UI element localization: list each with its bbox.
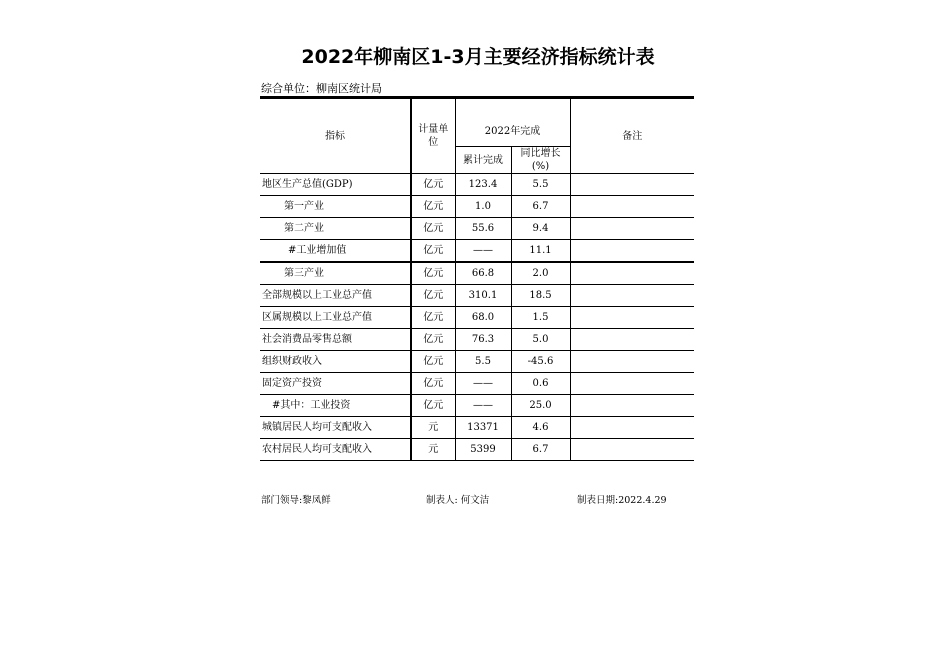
row-name: 全部规模以上工业总产值 <box>260 285 411 307</box>
row-cumulative: 5.5 <box>455 351 511 373</box>
header-yoy-unit: (%) <box>531 161 550 172</box>
table-row <box>260 307 694 329</box>
row-yoy: 9.4 <box>511 218 570 240</box>
table-row <box>260 240 694 263</box>
table-row <box>260 395 694 417</box>
row-remark <box>570 240 694 263</box>
table-row <box>260 439 694 461</box>
row-remark <box>570 285 694 307</box>
row-unit: 亿元 <box>411 262 455 285</box>
row-remark <box>570 174 694 196</box>
row-yoy: 5.0 <box>511 329 570 351</box>
row-unit: 亿元 <box>411 329 455 351</box>
row-unit: 亿元 <box>411 285 455 307</box>
row-cumulative: 76.3 <box>455 329 511 351</box>
row-cumulative: 5399 <box>455 439 511 461</box>
row-cumulative: 123.4 <box>455 174 511 196</box>
row-name: 社会消费品零售总额 <box>260 329 411 351</box>
header-row-1 <box>260 98 694 147</box>
row-cumulative: 310.1 <box>455 285 511 307</box>
table-row <box>260 417 694 439</box>
row-name: 第三产业 <box>260 262 411 285</box>
table-row <box>260 373 694 395</box>
row-cumulative: 13371 <box>455 417 511 439</box>
row-unit: 亿元 <box>411 196 455 218</box>
row-cumulative: —— <box>455 240 511 263</box>
row-yoy: 0.6 <box>511 373 570 395</box>
row-name: 城镇居民人均可支配收入 <box>260 417 411 439</box>
row-yoy: 5.5 <box>511 174 570 196</box>
footer-date: 制表日期:2022.4.29 <box>577 495 667 506</box>
row-remark <box>570 262 694 285</box>
row-name: 第一产业 <box>260 196 411 218</box>
row-unit: 亿元 <box>411 395 455 417</box>
header-remark: 备注 <box>570 98 694 174</box>
row-remark <box>570 351 694 373</box>
footer-maker: 制表人: 何文洁 <box>426 495 490 506</box>
table-row <box>260 351 694 373</box>
row-yoy: 2.0 <box>511 262 570 285</box>
row-name: 地区生产总值(GDP) <box>260 174 411 196</box>
row-cumulative: 1.0 <box>455 196 511 218</box>
table-row <box>260 218 694 240</box>
row-remark <box>570 373 694 395</box>
row-remark <box>570 329 694 351</box>
row-yoy: 6.7 <box>511 196 570 218</box>
row-remark <box>570 307 694 329</box>
reporting-unit: 综合单位：柳南区统计局 <box>261 82 382 95</box>
row-name: 固定资产投资 <box>260 373 411 395</box>
table-row <box>260 174 694 196</box>
row-name: 组织财政收入 <box>260 351 411 373</box>
table-row <box>260 196 694 218</box>
row-cumulative: —— <box>455 373 511 395</box>
footer-leader: 部门领导:黎凤鲜 <box>261 495 331 506</box>
header-completion-2022: 2022年完成 <box>455 98 570 147</box>
row-remark <box>570 417 694 439</box>
header-yoy <box>511 147 570 174</box>
page-title: 2022年柳南区1-3月主要经济指标统计表 <box>301 46 655 68</box>
row-name: 区属规模以上工业总产值 <box>260 307 411 329</box>
row-unit: 亿元 <box>411 351 455 373</box>
row-yoy: 4.6 <box>511 417 570 439</box>
row-yoy: 25.0 <box>511 395 570 417</box>
statistics-table <box>260 96 694 461</box>
row-yoy: 1.5 <box>511 307 570 329</box>
row-yoy: 11.1 <box>511 240 570 263</box>
table-row <box>260 329 694 351</box>
row-remark <box>570 439 694 461</box>
row-remark <box>570 395 694 417</box>
row-name: 农村居民人均可支配收入 <box>260 439 411 461</box>
row-yoy: 6.7 <box>511 439 570 461</box>
row-cumulative: 68.0 <box>455 307 511 329</box>
row-unit: 亿元 <box>411 373 455 395</box>
table-row <box>260 262 694 285</box>
table-row <box>260 285 694 307</box>
row-cumulative: 55.6 <box>455 218 511 240</box>
row-unit: 元 <box>411 439 455 461</box>
row-unit: 亿元 <box>411 218 455 240</box>
row-yoy: 18.5 <box>511 285 570 307</box>
row-name: #其中：工业投资 <box>260 395 411 417</box>
row-cumulative: 66.8 <box>455 262 511 285</box>
header-cumulative: 累计完成 <box>455 147 511 174</box>
row-remark <box>570 196 694 218</box>
header-indicator: 指标 <box>260 98 411 174</box>
row-unit: 元 <box>411 417 455 439</box>
header-unit: 计量单位 <box>411 98 455 174</box>
row-yoy: -45.6 <box>511 351 570 373</box>
row-unit: 亿元 <box>411 174 455 196</box>
row-name: 第二产业 <box>260 218 411 240</box>
row-remark <box>570 218 694 240</box>
header-yoy-label: 同比增长 <box>520 148 561 159</box>
row-cumulative: —— <box>455 395 511 417</box>
row-unit: 亿元 <box>411 240 455 263</box>
row-unit: 亿元 <box>411 307 455 329</box>
row-name: #工业增加值 <box>260 240 411 263</box>
